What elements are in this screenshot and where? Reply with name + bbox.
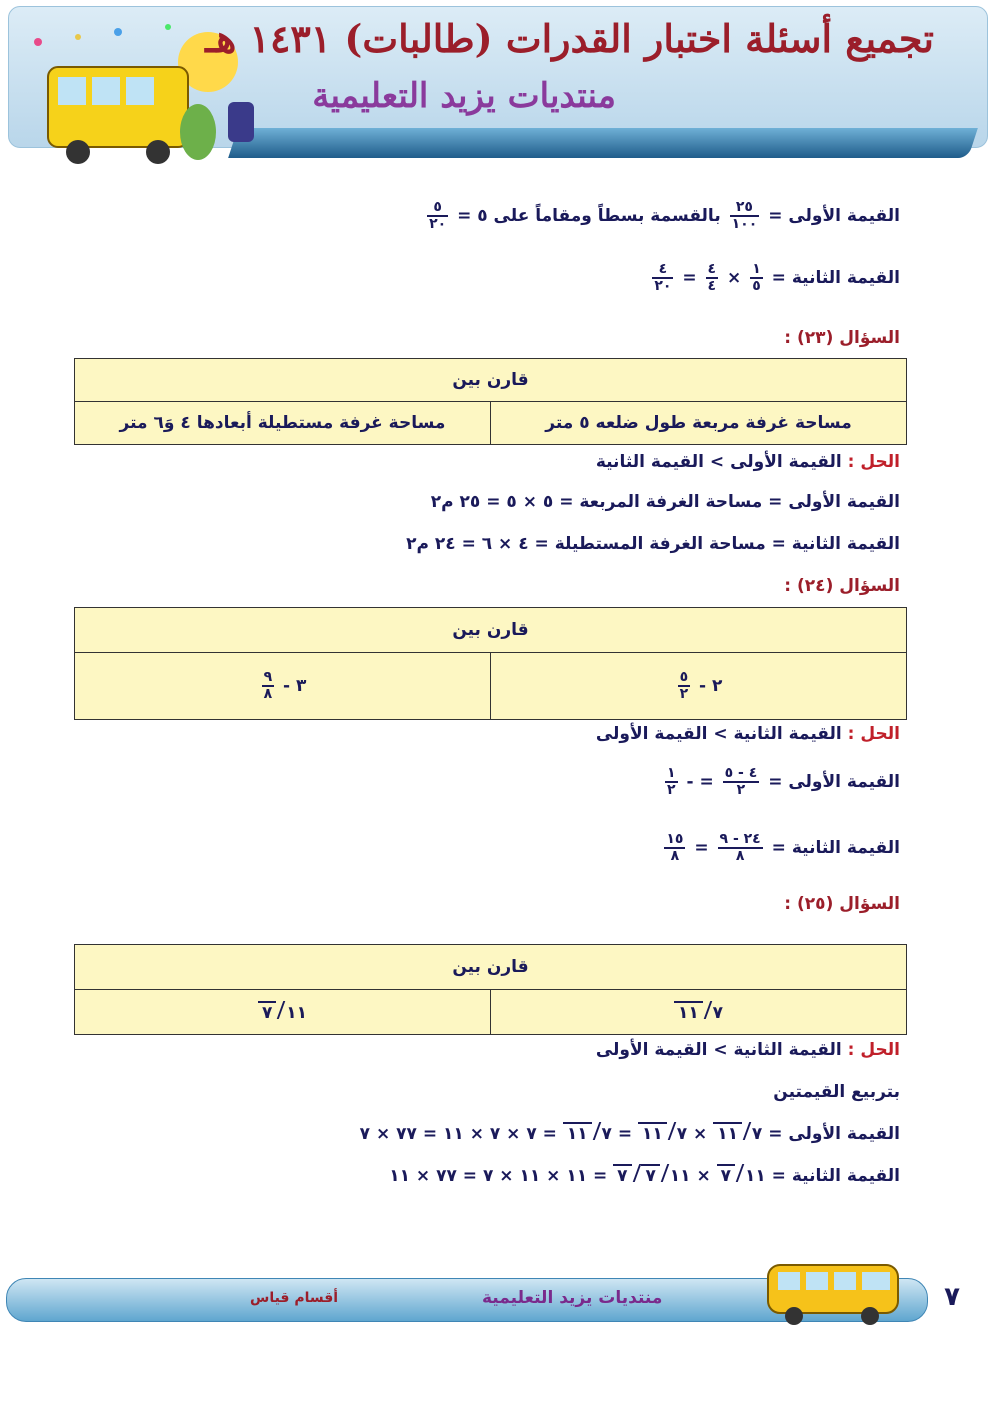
bus-icon [758,1250,918,1330]
square-root: ٧ [717,1164,735,1186]
coefficient: ١١ [286,1003,308,1023]
label: القيمة الأولى = [768,772,900,792]
q22-second-value-line [649,262,900,294]
solution-text: القيمة الثانية > القيمة الأولى [595,724,842,744]
times-sign: × [727,268,742,288]
table-header: قارن بين [75,359,907,402]
document-title: تجميع أسئلة اختبار القدرات (طالبات) ١٤٣١ هـ [205,16,934,61]
equals-sign: = - [686,772,714,792]
q25-solution [596,1040,900,1060]
fraction: $\frac{٥}{٢}$ [679,669,689,702]
q23-line2: القيمة الثانية = مساحة الغرفة المستطيلة = ٤ × ٦ = ٢٤ م٢ [406,534,900,554]
q24-line2 [661,832,900,864]
forum-subtitle: منتديات يزيد التعليمية [312,76,616,116]
q25-compare-table [74,944,907,1035]
q24-solution [596,724,900,744]
term: = ٧ [601,1124,633,1144]
q25-line1 [360,1122,900,1144]
square-root: ٧ [641,1164,659,1186]
fraction: $\frac{١}{٢}$ [667,765,676,798]
second-quantity [75,653,491,720]
q23-solution [596,452,900,472]
whole-part: ٢ - [699,676,723,696]
solution-label: الحل : [847,724,900,744]
second-quantity: مساحة غرفة مستطيلة أبعادها ٤ وَ٦ متر [75,402,491,445]
label: القيمة الأولى = [768,206,900,226]
solution-label: الحل : [847,452,900,472]
footer-section: أقسام قياس [250,1290,339,1306]
label: القيمة الثانية = [771,268,900,288]
q23-compare-table [74,358,907,445]
coefficient: ٧ [751,1124,763,1144]
fraction: $\frac{٤}{٤}$ [707,261,717,294]
square-root: ١١ [638,1122,667,1144]
q25-title: السؤال (٢٥) : [784,894,900,914]
term: × ٧ [676,1124,708,1144]
table-header: قارن بين [75,945,907,990]
q25-squaring-note: بتربيع القيمتين [773,1082,900,1102]
equals-sign: = [694,838,709,858]
fraction: $\frac{١}{٥}$ [752,261,761,294]
whole-part: ٣ - [283,676,307,696]
q24-title: السؤال (٢٤) : [784,576,900,596]
fraction: $\frac{١٥}{٨}$ [666,831,684,864]
coefficient: ٧ [712,1003,724,1023]
label: القيمة الأولى = [768,1124,900,1144]
fraction: $\frac{٤ - ٥}{٢}$ [724,765,758,798]
square-root: ١١ [563,1122,592,1144]
second-quantity [75,990,491,1035]
q24-compare-table [74,607,907,720]
page-number: ٧ [944,1282,960,1312]
label: القيمة الثانية = [771,838,900,858]
square-root: ١١ [674,1001,703,1023]
fraction: $\frac{٥}{٢٠}$ [429,199,447,232]
q23-line1: القيمة الأولى = مساحة الغرفة المربعة = ٥ × ٥ = ٢٥ م٢ [430,492,900,512]
page-footer [6,1278,986,1322]
solution-label: الحل : [847,1040,900,1060]
fraction: $\frac{٢٤ - ٩}{٨}$ [719,831,761,864]
footer-site-name: منتديات يزيد التعليمية [482,1288,663,1308]
square-root: ١١ [713,1122,742,1144]
square-root: ٧ [613,1164,631,1186]
q22-first-value-line [424,200,900,232]
text: بالقسمة بسطاً ومقاماً على ٥ = [457,206,721,226]
first-quantity: مساحة غرفة مربعة طول ضلعه ٥ متر [491,402,907,445]
fraction: $\frac{٤}{٢٠}$ [654,261,672,294]
coefficient: ١١ [744,1166,766,1186]
q25-line2 [389,1164,900,1186]
page-header [8,6,986,174]
fraction: $\frac{٩}{٨}$ [263,669,273,702]
label: القيمة الثانية = [771,1166,900,1186]
first-quantity [491,990,907,1035]
square-root: ٧ [258,1001,276,1023]
fraction: $\frac{٢٥}{١٠٠}$ [731,199,758,232]
q23-title: السؤال (٢٣) : [784,328,900,348]
first-quantity [491,653,907,720]
result: = ١١ × ١١ × ٧ = ٧٧ × ١١ [389,1166,608,1186]
solution-text: القيمة الأولى > القيمة الثانية [595,452,842,472]
term: × ١١ [669,1166,711,1186]
header-ribbon [228,128,978,158]
solution-text: القيمة الثانية > القيمة الأولى [595,1040,842,1060]
q24-line1 [662,766,900,798]
table-header: قارن بين [75,608,907,653]
result: = ٧ × ٧ × ١١ = ٧٧ × ٧ [359,1124,557,1144]
equals-sign: = [682,268,697,288]
